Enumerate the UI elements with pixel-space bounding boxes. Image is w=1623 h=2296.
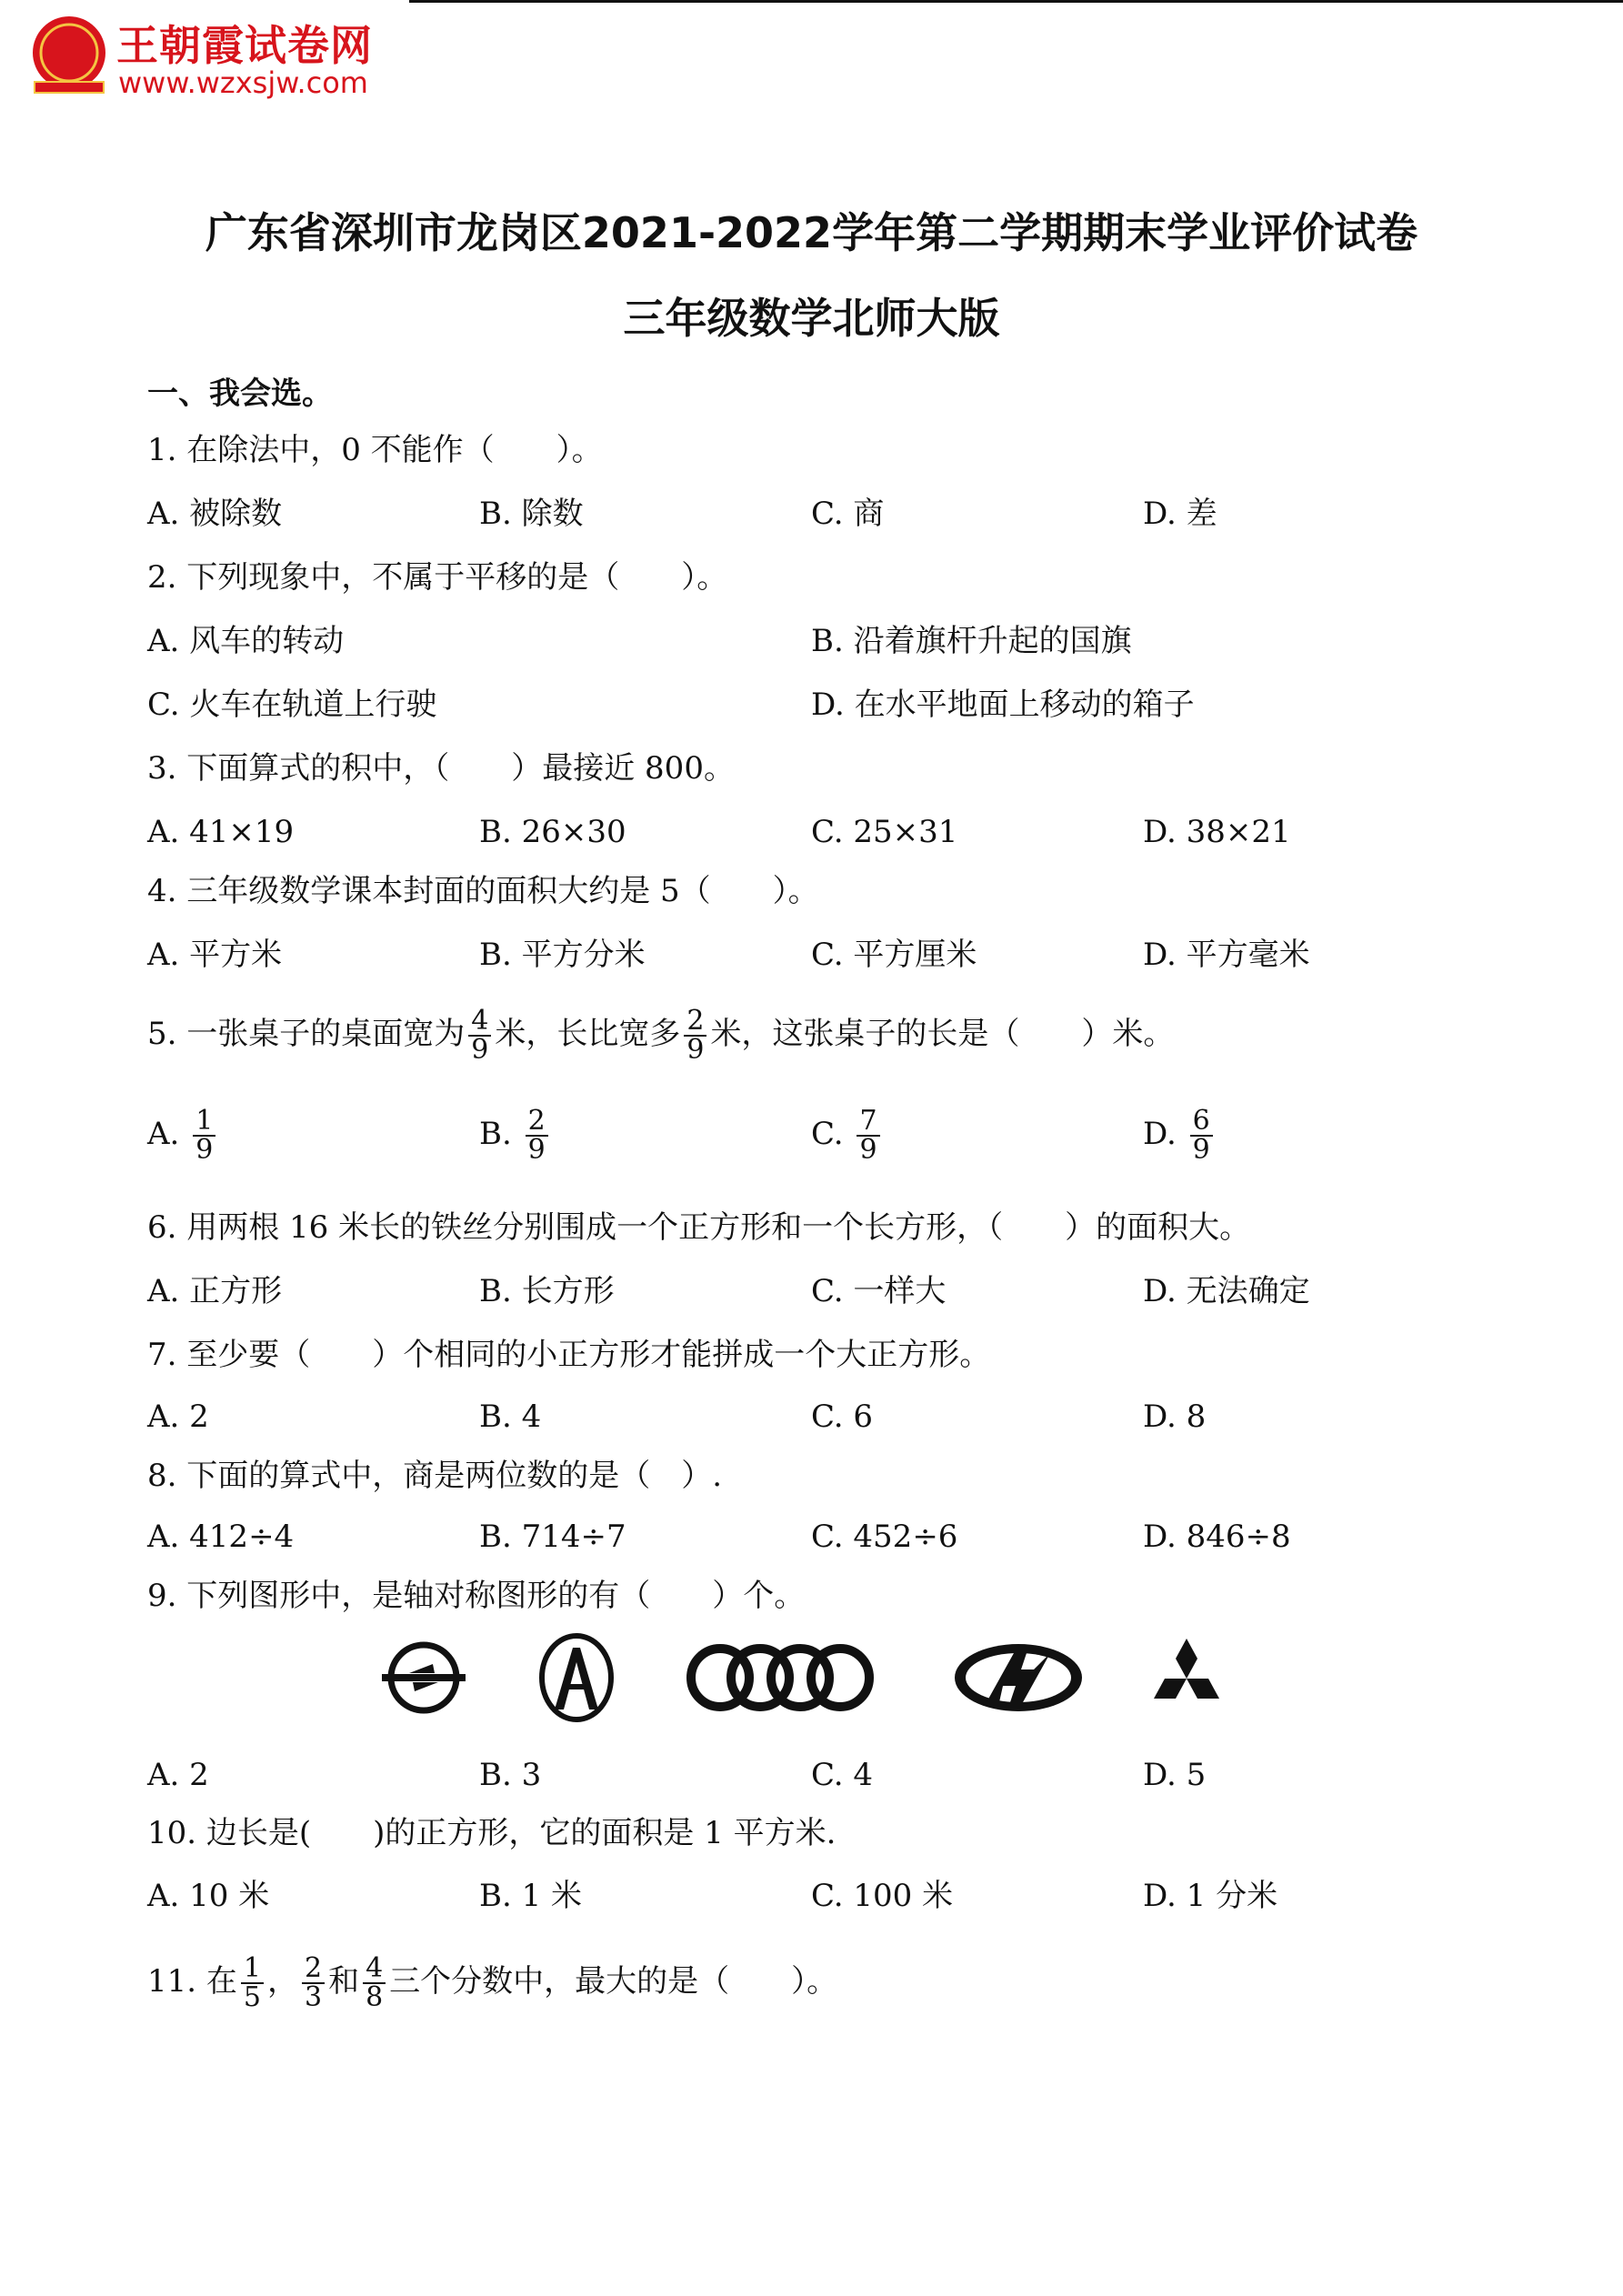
brand-seal-icon	[27, 13, 111, 96]
header-rule	[409, 0, 1623, 3]
fraction-numerator: 1	[241, 1955, 264, 1984]
q9-option-b: B. 3	[479, 1757, 542, 1793]
option-letter: B.	[479, 1116, 512, 1152]
q1-option-a: A. 被除数	[147, 496, 283, 532]
q3-option-b: B. 26×30	[479, 814, 626, 850]
q3-option-a: A. 41×19	[147, 814, 295, 850]
question-2: 2. 下列现象中，不属于平移的是（ ）。	[147, 559, 728, 596]
car-logos-figure	[373, 1628, 1237, 1728]
fraction-denominator: 8	[366, 1981, 384, 2013]
q1-option-c: C. 商	[811, 496, 885, 532]
exam-subtitle: 三年级数学北师大版	[623, 294, 1000, 343]
q6-option-d: D. 无法确定	[1143, 1273, 1310, 1309]
q2-option-c: C. 火车在轨道上行驶	[147, 687, 437, 723]
q5-text-part-2: 米，长比宽多	[495, 1016, 681, 1052]
q6-option-b: B. 长方形	[479, 1273, 615, 1309]
q10-option-d: D. 1 分米	[1143, 1878, 1278, 1914]
section-heading: 一、我会选。	[147, 376, 333, 412]
q3-option-d: D. 38×21	[1143, 814, 1291, 850]
q5-option-d	[1143, 1105, 1217, 1166]
question-8: 8. 下面的算式中，商是两位数的是（ ）.	[147, 1458, 723, 1494]
q2-option-d: D. 在水平地面上移动的箱子	[811, 687, 1195, 723]
q10-option-a: A. 10 米	[147, 1878, 270, 1914]
q11-text-part-1: 11. 在	[147, 1963, 237, 2000]
q4-option-c: C. 平方厘米	[811, 937, 977, 973]
q6-option-c: C. 一样大	[811, 1273, 947, 1309]
q2-option-a: A. 风车的转动	[147, 623, 345, 659]
q5-text-part-3: 米，这张桌子的长是（ ）米。	[710, 1016, 1175, 1052]
q1-option-d: D. 差	[1143, 496, 1217, 532]
q2-option-b: B. 沿着旗杆升起的国旗	[811, 623, 1132, 659]
fraction-denominator: 9	[1192, 1134, 1210, 1166]
q10-option-b: B. 1 米	[479, 1878, 583, 1914]
q3-option-c: C. 25×31	[811, 814, 958, 850]
question-7: 7. 至少要（ ）个相同的小正方形才能拼成一个大正方形。	[147, 1337, 991, 1373]
question-10: 10. 边长是( )的正方形，它的面积是 1 平方米.	[147, 1815, 837, 1851]
q8-option-c: C. 452÷6	[811, 1519, 958, 1555]
q5-fraction-width	[468, 1005, 491, 1066]
q8-option-b: B. 714÷7	[479, 1519, 626, 1555]
question-6: 6. 用两根 16 米长的铁丝分别围成一个正方形和一个长方形，（ ）的面积大。	[147, 1209, 1251, 1246]
q4-option-d: D. 平方毫米	[1143, 937, 1310, 973]
fraction-denominator: 9	[471, 1034, 489, 1066]
fraction-numerator: 6	[1190, 1108, 1213, 1137]
site-logo	[27, 13, 418, 104]
fraction-numerator: 2	[684, 1008, 706, 1037]
q11-fraction-3	[363, 1952, 386, 2013]
q5-option-b	[479, 1105, 552, 1166]
brand-url[interactable]: www.wzxsjw.com	[118, 65, 368, 100]
q4-option-a: A. 平方米	[147, 937, 283, 973]
opel-logo-icon	[380, 1628, 467, 1728]
question-1: 1. 在除法中，0 不能作（ ）。	[147, 432, 603, 468]
question-5	[147, 1005, 1175, 1066]
fraction-denominator: 9	[527, 1134, 546, 1166]
option-letter: D.	[1143, 1116, 1177, 1152]
q7-option-a: A. 2	[147, 1399, 209, 1435]
q5-text-part-1: 5. 一张桌子的桌面宽为	[147, 1016, 466, 1052]
exam-title: 广东省深圳市龙岗区2021-2022学年第二学期期末学业评价试卷	[205, 208, 1418, 257]
fraction-numerator: 4	[468, 1008, 491, 1037]
q8-option-d: D. 846÷8	[1143, 1519, 1291, 1555]
q9-option-a: A. 2	[147, 1757, 209, 1793]
question-9: 9. 下列图形中，是轴对称图形的有（ ）个。	[147, 1578, 806, 1614]
q9-option-d: D. 5	[1143, 1757, 1207, 1793]
q8-option-a: A. 412÷4	[147, 1519, 295, 1555]
q7-option-b: B. 4	[479, 1399, 542, 1435]
audi-rings-icon	[682, 1628, 877, 1728]
mitsubishi-logo-icon	[1141, 1628, 1232, 1728]
option-fraction	[1190, 1105, 1213, 1166]
fraction-denominator: 5	[243, 1981, 261, 2013]
q7-option-c: C. 6	[811, 1399, 874, 1435]
q11-text-part-3: 和	[328, 1963, 360, 2000]
q11-fraction-2	[302, 1952, 325, 2013]
q1-option-b: B. 除数	[479, 496, 584, 532]
option-letter: A.	[147, 1116, 180, 1152]
fraction-numerator: 4	[363, 1955, 386, 1984]
fraction-numerator: 1	[193, 1108, 215, 1137]
q11-fraction-1	[241, 1952, 264, 2013]
fraction-numerator: 7	[857, 1108, 879, 1137]
fraction-numerator: 2	[302, 1955, 325, 1984]
q10-option-c: C. 100 米	[811, 1878, 954, 1914]
brand-name: 王朝霞试卷网	[116, 21, 373, 70]
q5-fraction-extra	[684, 1005, 706, 1066]
option-fraction	[857, 1105, 879, 1166]
fraction-denominator: 9	[859, 1134, 877, 1166]
option-fraction	[193, 1105, 215, 1166]
option-fraction	[526, 1105, 548, 1166]
option-letter: C.	[811, 1116, 844, 1152]
fraction-numerator: 2	[526, 1108, 548, 1137]
question-4: 4. 三年级数学课本封面的面积大约是 5（ ）。	[147, 873, 819, 909]
fraction-denominator: 3	[304, 1981, 323, 2013]
q4-option-b: B. 平方分米	[479, 937, 646, 973]
acura-logo-icon	[535, 1628, 618, 1728]
q11-text-part-4: 三个分数中，最大的是（ ）。	[389, 1963, 838, 2000]
question-3: 3. 下面算式的积中，（ ）最接近 800。	[147, 750, 735, 787]
question-11	[147, 1952, 838, 2013]
q9-option-c: C. 4	[811, 1757, 874, 1793]
q11-text-part-2: ，	[266, 1963, 298, 2000]
q5-option-c	[811, 1105, 884, 1166]
hyundai-logo-icon	[950, 1628, 1087, 1728]
q6-option-a: A. 正方形	[147, 1273, 283, 1309]
q5-option-a	[147, 1105, 219, 1166]
fraction-denominator: 9	[686, 1034, 705, 1066]
fraction-denominator: 9	[195, 1134, 214, 1166]
q7-option-d: D. 8	[1143, 1399, 1207, 1435]
